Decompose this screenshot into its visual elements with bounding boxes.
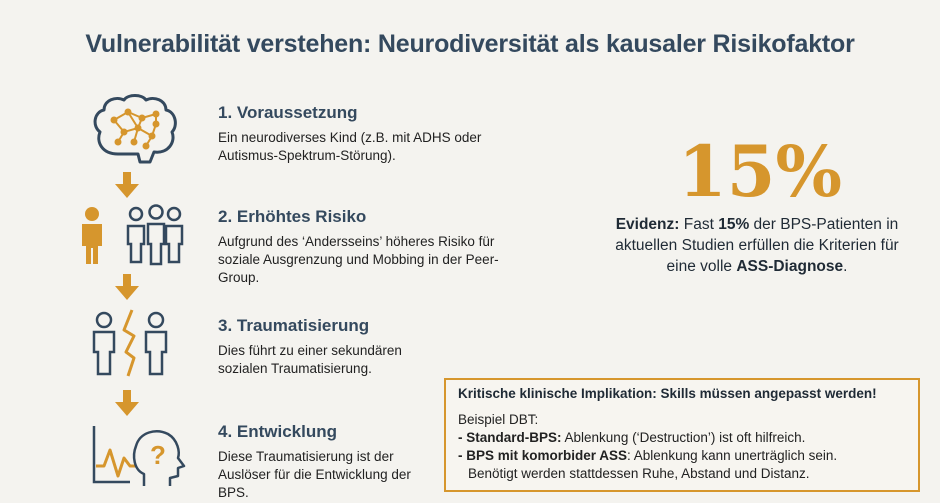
step-1	[218, 103, 538, 165]
step-heading: 1. Voraussetzung	[218, 103, 358, 122]
head-question-pulse-icon	[90, 420, 190, 496]
implication-item-text: : Ablenkung kann unerträglich sein.	[627, 448, 838, 463]
step-heading: 4. Entwicklung	[218, 422, 338, 441]
arrow-down-icon	[112, 272, 142, 302]
step-3	[218, 316, 538, 378]
step-text: Diese Traumatisierung ist der Auslöser für die Entwicklung der BPS.	[218, 449, 411, 500]
step-heading: 3. Traumatisierung	[218, 316, 370, 335]
person-and-group-icon	[76, 204, 186, 266]
step-text: Dies führt zu einer sekundären sozialen Traumatisierung.	[218, 343, 402, 376]
implication-box	[444, 378, 920, 492]
two-persons-conflict-icon	[88, 306, 172, 382]
stat-value: 15%	[678, 130, 842, 213]
brain-network-icon	[88, 92, 184, 168]
evidence-label: Evidenz:	[615, 216, 680, 233]
arrow-down-icon	[112, 388, 142, 418]
implication-item	[458, 429, 906, 447]
implication-item	[458, 447, 906, 465]
evidence-mid: der BPS-Patienten in aktuellen Studien erfüllen die Kriterien für eine volle	[615, 216, 899, 275]
step-text: Aufgrund des ‘Andersseins’ höheres Risiko für soziale Ausgrenzung und Mobbing in der Peer-Group.	[218, 234, 499, 285]
arrow-down-icon	[112, 170, 142, 200]
step-text: Ein neurodiverses Kind (z.B. mit ADHS oder Autismus-Spektrum-Störung).	[218, 130, 482, 163]
implication-intro: Beispiel DBT:	[458, 412, 539, 427]
evidence-end: .	[843, 258, 848, 275]
step-2	[218, 207, 538, 287]
implication-item-text: Ablenkung (‘Destruction’) ist oft hilfreich.	[561, 430, 806, 445]
evidence-text	[612, 214, 902, 277]
implication-item-label: - Standard-BPS:	[458, 430, 562, 445]
step-heading: 2. Erhöhtes Risiko	[218, 207, 367, 226]
implication-continuation: Benötigt werden stattdessen Ruhe, Abstand und Distanz.	[468, 466, 810, 481]
svg-text:?: ?	[150, 440, 166, 470]
implication-item-label: - BPS mit komorbider ASS	[458, 448, 628, 463]
evidence-highlight: 15%	[718, 216, 750, 233]
evidence-pre: Fast	[679, 216, 719, 233]
page-title: Vulnerabilität verstehen: Neurodiversität als kausaler Risikofaktor	[85, 30, 855, 58]
implication-title: Kritische klinische Implikation: Skills müssen angepasst werden!	[458, 386, 877, 401]
evidence-diagnosis: ASS-Diagnose	[736, 258, 844, 275]
